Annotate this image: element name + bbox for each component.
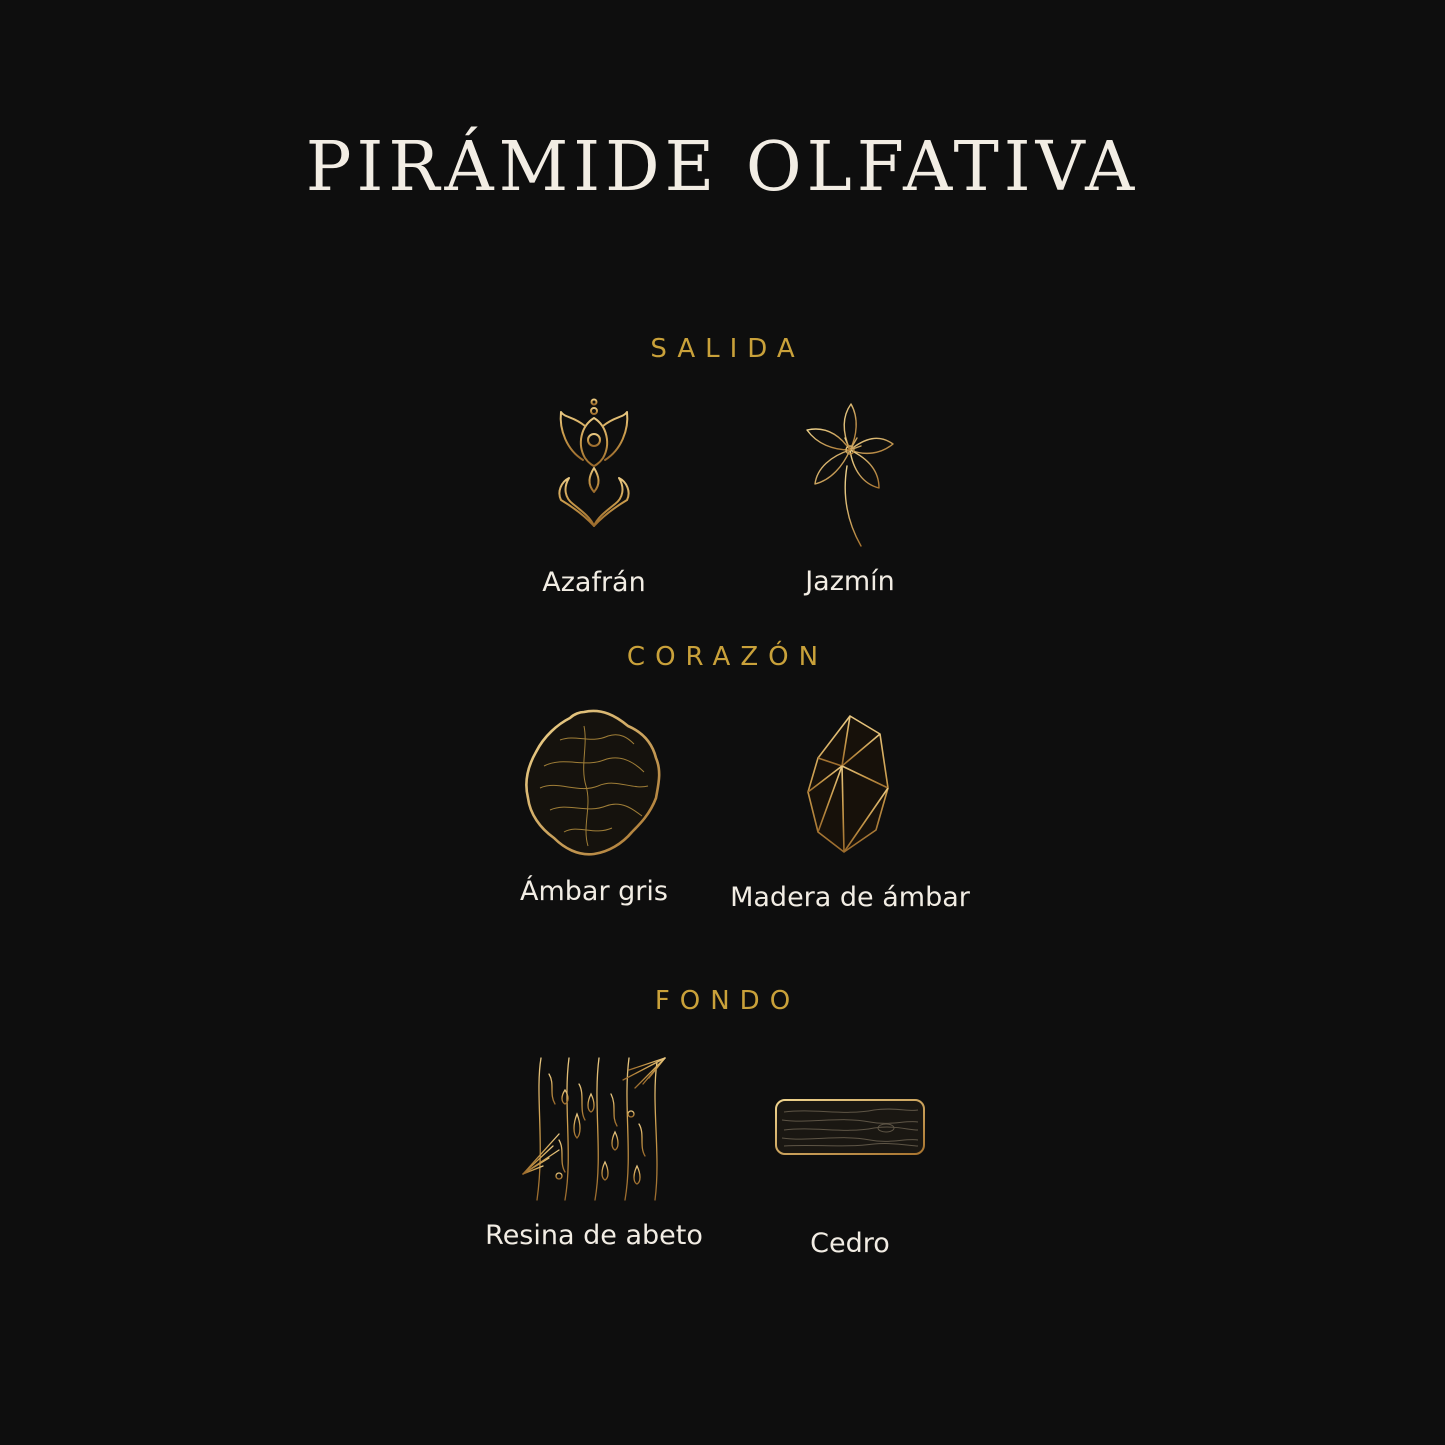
page-title: PIRÁMIDE OLFATIVA xyxy=(305,128,1140,207)
cedar-wood-plank-icon xyxy=(774,1098,926,1156)
note-item-jazmin xyxy=(730,400,970,599)
note-item-ambar-gris xyxy=(474,706,714,909)
note-item-resina-de-abeto xyxy=(474,1054,714,1253)
amber-crystal-icon xyxy=(802,712,898,856)
section-heading-fondo: FONDO xyxy=(654,986,801,1016)
note-label-azafran: Azafrán xyxy=(542,567,646,598)
note-item-cedro xyxy=(730,1098,970,1261)
section-heading-salida: SALIDA xyxy=(650,334,805,364)
section-heading-corazon: CORAZÓN xyxy=(626,642,829,672)
note-item-azafran xyxy=(474,396,714,600)
fir-resin-bark-icon xyxy=(519,1054,669,1204)
note-label-resina-de-abeto: Resina de abeto xyxy=(485,1220,703,1251)
ambergris-stone-icon xyxy=(524,706,664,858)
saffron-flower-icon xyxy=(549,396,639,551)
note-label-ambar-gris: Ámbar gris xyxy=(520,876,668,907)
note-label-jazmin: Jazmín xyxy=(805,566,895,597)
jasmine-flower-icon xyxy=(795,400,905,550)
note-label-cedro: Cedro xyxy=(810,1228,890,1259)
note-label-madera-de-ambar: Madera de ámbar xyxy=(730,882,970,913)
note-item-madera-de-ambar xyxy=(730,712,970,915)
